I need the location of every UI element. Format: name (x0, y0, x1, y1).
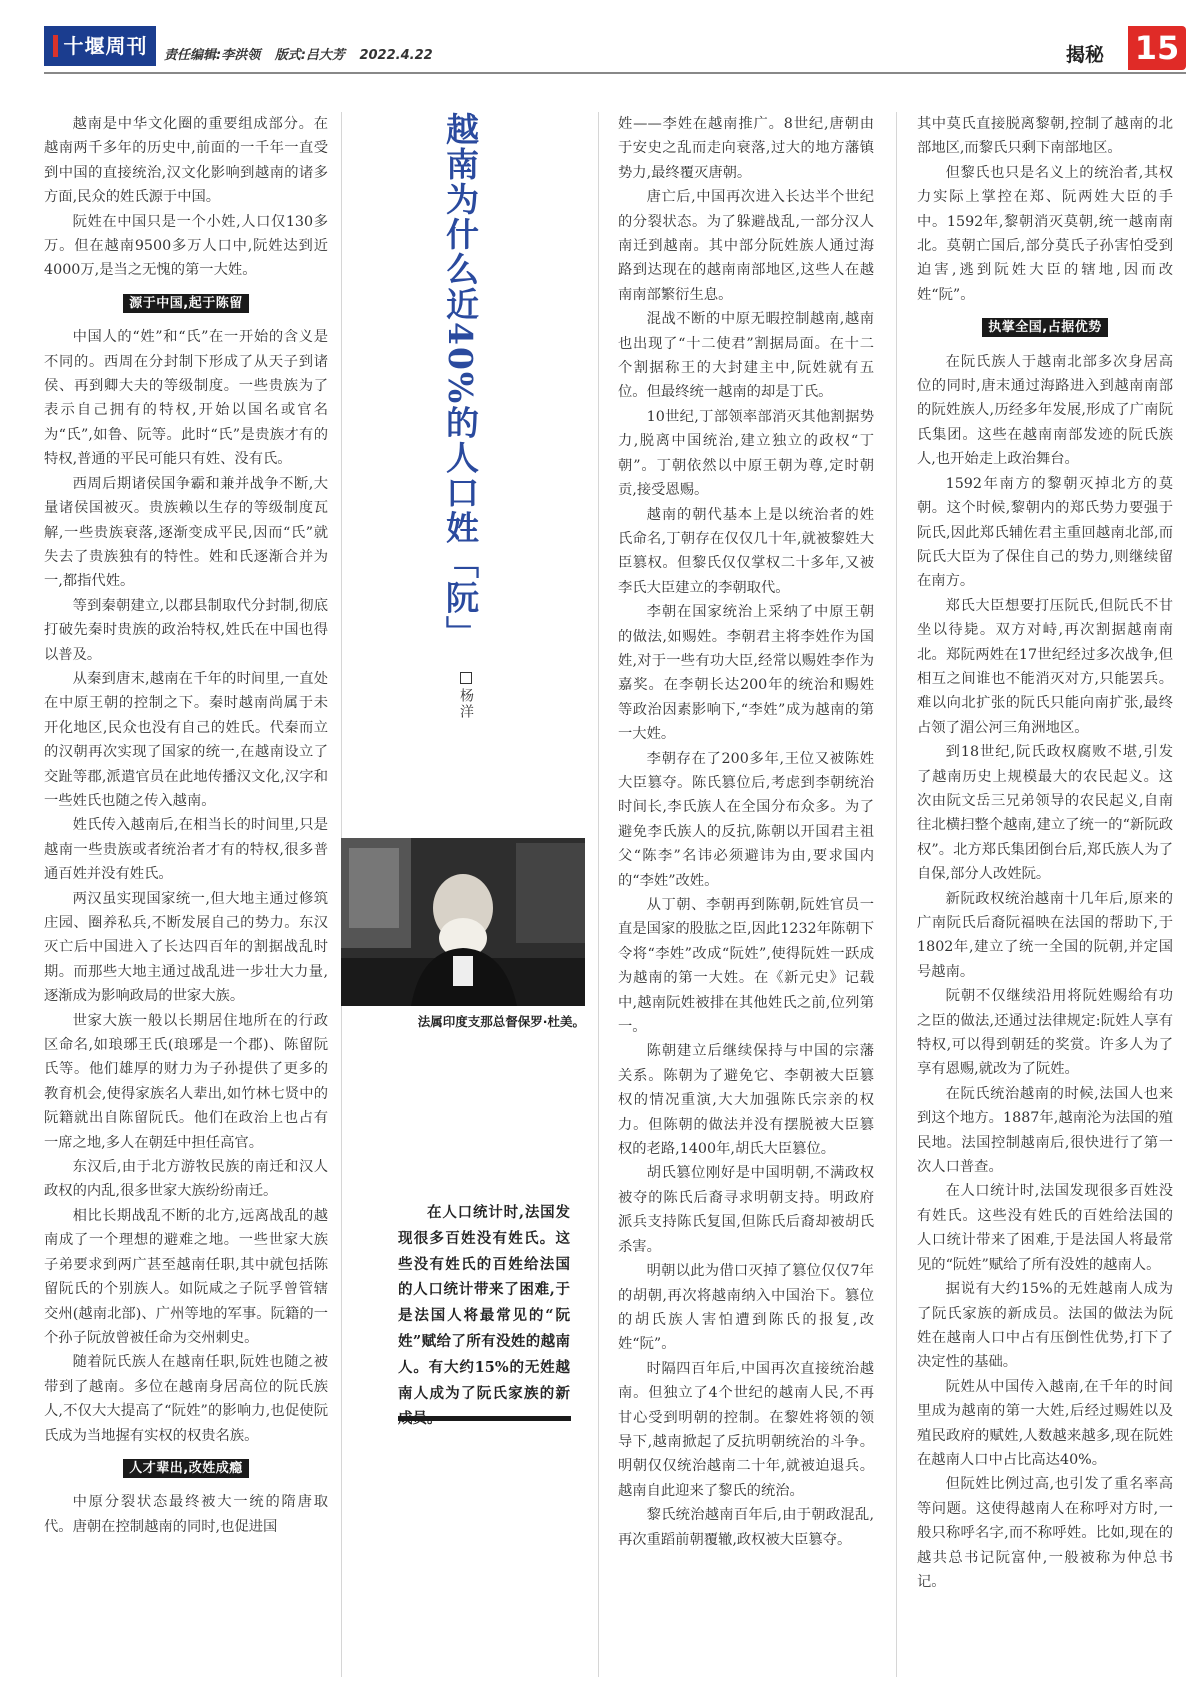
portrait-illustration (341, 838, 585, 1006)
subheading: 源于中国,起于陈留 (44, 291, 328, 316)
masthead (44, 26, 1186, 70)
article-title: 越南为什么近40%的人口姓「阮」 (441, 112, 480, 651)
paragraph: 越南是中华文化圈的重要组成部分。在越南两千多年的历史中,前面的一千年一直受到中国的直接统治,汉文化影响到越南的诸多方面,民众的姓氏源于中国。 (44, 116, 328, 206)
author-name: 杨洋 (458, 688, 474, 720)
column-4 (917, 112, 1173, 1594)
subheading: 人才辈出,改姓成瘾 (44, 1456, 328, 1481)
paragraph: 阮朝不仅继续沿用将阮姓赐给有功之臣的做法,还通过法律规定:阮姓人享有特权,可以得到朝廷的奖赏。许多人为了享有恩赐,就改为了阮姓。 (917, 988, 1173, 1078)
column-divider (598, 112, 599, 1677)
paragraph: 阮姓在中国只是一个小姓,人口仅130多万。但在越南9500多万人口中,阮姓达到近4000万,是当之无愧的第一大姓。 (44, 213, 328, 279)
paragraph: 姓——李姓在越南推广。8世纪,唐朝由于安史之乱而走向衰落,过大的地方藩镇势力,最终覆灭唐朝。 (618, 116, 874, 181)
editor-credits (164, 44, 443, 63)
paragraph: 阮姓从中国传入越南,在千年的时间里成为越南的第一大姓,后经过赐姓以及殖民政府的赋姓,人数越来越多,现在阮姓在越南人口中占比高达40%。 (917, 1378, 1173, 1468)
paragraph: 新阮政权统治越南十几年后,原来的广南阮氏后裔阮福映在法国的帮助下,于1802年,建立了统一全国的阮朝,并定国号越南。 (917, 890, 1173, 980)
pull-quote: 在人口统计时,法国发现很多百姓没有姓氏。这些没有姓氏的百姓给法国的人口统计带来了困难,于是法国人将最常见的“阮姓”赋给了所有没姓的越南人。有大约15%的无姓越南人成为了阮氏家族的新 (398, 1204, 570, 1402)
paragraph: 中国人的“姓”和“氏”在一开始的含义是不同的。西周在分封制下形成了从天子到诸侯、再到卿大夫的等级制度。一些贵族为了表示自己拥有的特权,开始以国名或官名为“氏”,如鲁、阮等。此时“氏”是贵族才有的特权,普通的平民可能只有姓、没有氏。 (44, 329, 328, 468)
paragraph: 在阮氏统治越南的时候,法国人也来到这个地方。1887年,越南沦为法国的殖民地。法国控制越南后,很快进行了第一次人口普查。 (917, 1085, 1173, 1176)
byline-box-icon (460, 672, 472, 684)
paragraph: 在阮氏族人于越南北部多次身居高位的同时,唐末通过海路进入到越南南部的阮姓族人,历经多年发展,形成了广南阮氏集团。这些在越南南部发迹的阮氏族人,也开始走上政治舞台。 (917, 353, 1173, 468)
author-byline (456, 672, 476, 720)
section-label: 揭秘 (1065, 44, 1104, 66)
subheading: 执掌全国,占据优势 (917, 315, 1173, 340)
paragraph: 等到秦朝建立,以郡县制取代分封制,彻底打破先秦时贵族的政治特权,姓氏在中国也得以普及。 (44, 597, 328, 663)
paragraph: 明朝以此为借口灭掉了篡位仅仅7年的胡朝,再次将越南纳入中国治下。篡位的胡氏族人害怕遭到陈氏的报复,改姓“阮”。 (618, 1263, 874, 1353)
paragraph: 胡氏篡位刚好是中国明朝,不满政权被夺的陈氏后裔寻求明朝支持。明政府派兵支持陈氏复国,但陈氏后裔却被胡氏杀害。 (618, 1165, 874, 1255)
column-divider (896, 112, 897, 1677)
paragraph: 到18世纪,阮氏政权腐败不堪,引发了越南历史上规模最大的农民起义。这次由阮文岳三兄弟领导的农民起义,自南往北横扫整个越南,建立了统一的“新阮政权”。北方郑氏集团倒台后,郑氏族人为了自保,部分人改姓阮。 (917, 744, 1173, 883)
paragraph: 时隔四百年后,中国再次直接统治越南。但独立了4个世纪的越南人民,不再甘心受到明朝的控制。在黎姓将领的领导下,越南掀起了反抗明朝统治的斗争。明朝仅仅统治越南二十年,就被迫退兵。越南自此迎来了黎氏的统治。 (618, 1360, 874, 1499)
paragraph: 但黎氏也只是名义上的统治者,其权力实际上掌控在郑、阮两姓大臣的手中。1592年,黎朝消灭莫朝,统一越南南北。莫朝亡国后,部分莫氏子孙害怕受到迫害,逃到阮姓大臣的辖地,因而改姓“阮”。 (917, 164, 1173, 303)
paragraph: 相比长期战乱不断的北方,远离战乱的越南成了一个理想的避难之地。一些世家大族子弟要求到两广甚至越南任职,其中就包括陈留阮氏的个别族人。如阮咸之子阮孚曾管辖交州(越南北部)、广州等地的军事。阮籍的一个孙子阮放曾被任命为交州刺史。 (44, 1207, 328, 1346)
header-rule (44, 72, 1186, 74)
paragraph: 1592年南方的黎朝灭掉北方的莫朝。这个时候,黎朝内的郑氏势力要强于阮氏,因此郑氏辅佐君主重回越南北部,而阮氏大臣为了保住自己的势力,则继续留在南方。 (917, 475, 1173, 590)
column-3 (618, 112, 874, 1552)
paragraph: 但阮姓比例过高,也引发了重名率高等问题。这使得越南人在称呼对方时,一般只称呼名字,而不称呼姓。比如,现在的越共总书记阮富仲,一般被称为仲总书记。 (917, 1476, 1173, 1590)
column-1 (44, 112, 328, 1539)
paragraph: 唐亡后,中国再次进入长达半个世纪的分裂状态。为了躲避战乱,一部分汉人南迁到越南。其中部分阮姓族人通过海路到达现在的越南南部地区,这些人在越南南部繁衍生息。 (618, 189, 874, 303)
paragraph: 陈朝建立后继续保持与中国的宗藩关系。陈朝为了避免它、李朝被大臣篡权的情况重演,大大加强陈氏宗亲的权力。但陈朝的做法并没有摆脱被大臣篡权的老路,1400年,胡氏大臣篡位。 (618, 1043, 874, 1158)
paragraph: 从丁朝、李朝再到陈朝,阮姓官员一直是国家的股肱之臣,因此1232年陈朝下令将“李姓”改成“阮姓”,使得阮姓一跃成为越南的第一大姓。在《新元史》记载中,越南阮姓被排在其他姓氏之前,位列第一。 (618, 897, 874, 1036)
layout-name: 版式:吕大芳 (274, 48, 345, 63)
paragraph: 姓氏传入越南后,在相当长的时间里,只是越南一些贵族或者统治者才有的特权,很多普通百姓并没有姓氏。 (44, 817, 328, 883)
paragraph: 在人口统计时,法国发现很多百姓没有姓氏。这些没有姓氏的百姓给法国的人口统计带来了困难,于是法国人将最常见的“阮姓”赋给了所有没姓的越南人。 (917, 1183, 1173, 1273)
paragraph: 10世纪,丁部领率部消灭其他割据势力,脱离中国统治,建立独立的政权“丁朝”。丁朝依然以中原王朝为尊,定时朝贡,接受恩赐。 (618, 408, 874, 499)
paragraph: 据说有大约15%的无姓越南人成为了阮氏家族的新成员。法国的做法为阮姓在越南人口中占有压倒性优势,打下了决定性的基础。 (917, 1281, 1173, 1371)
newspaper-logo (44, 26, 156, 66)
editor-name: 责任编辑:李洪领 (164, 48, 261, 63)
issue-date: 2022.4.22 (359, 48, 433, 63)
article-photo (341, 838, 585, 1006)
photo-caption: 法属印度支那总督保罗·杜美。 (417, 1014, 585, 1029)
paragraph: 黎氏统治越南百年后,由于朝政混乱,再次重蹈前朝覆辙,政权被大臣篡夺。 (618, 1507, 874, 1548)
logo-text: 十堰周刊 (63, 34, 148, 58)
paragraph: 混战不断的中原无暇控制越南,越南也出现了“十二使君”割据局面。在十二个割据称王的大封建主中,阮姓就有五位。但最终统一越南的却是丁氏。 (618, 311, 874, 401)
paragraph: 随着阮氏族人在越南任职,阮姓也随之被带到了越南。多位在越南身居高位的阮氏族人,不仅大大提高了“阮姓”的影响力,也促使阮氏成为当地握有实权的权贵名族。 (44, 1354, 328, 1444)
paragraph: 郑氏大臣想要打压阮氏,但阮氏不甘坐以待毙。双方对峙,再次割据越南南北。郑阮两姓在17世纪经过多次战争,但相互之间谁也不能消灭对方,只能罢兵。难以向北扩张的阮氏只能向南扩张,最终占领了湄公河三角洲地区。 (917, 597, 1173, 736)
paragraph: 世家大族一般以长期居住地所在的行政区命名,如琅琊王氏(琅琊是一个郡)、陈留阮氏等。他们雄厚的财力为子孙提供了更多的教育机会,使得家族名人辈出,如竹林七贤中的阮籍就出自陈留阮氏。他们在政治上也占有一席之地,多人在朝廷中担任高官。 (44, 1012, 328, 1151)
paragraph: 李朝在国家统治上采纳了中原王朝的做法,如赐姓。李朝君主将李姓作为国姓,对于一些有功大臣,经常以赐姓李作为嘉奖。在李朝长达200年的统治和赐姓等政治因素影响下,“李姓”成为越南的第一大姓。 (618, 604, 874, 743)
paragraph: 西周后期诸侯国争霸和兼并战争不断,大量诸侯国被灭。贵族赖以生存的等级制度瓦解,一些贵族衰落,逐渐变成平民,因而“氏”就失去了贵族独有的特性。姓和氏逐渐合并为一,都指代姓。 (44, 475, 328, 590)
paragraph: 东汉后,由于北方游牧民族的南迁和汉人政权的内乱,很多世家大族纷纷南迁。 (44, 1159, 328, 1200)
page-number: 15 (1128, 26, 1186, 70)
pull-quote-bar (398, 1416, 571, 1421)
paragraph: 其中莫氏直接脱离黎朝,控制了越南的北部地区,而黎氏只剩下南部地区。 (917, 116, 1173, 157)
paragraph: 越南的朝代基本上是以统治者的姓氏命名,丁朝存在仅仅几十年,就被黎姓大臣篡权。但黎氏仅仅掌权二十多年,又被李氏大臣建立的李朝取代。 (618, 506, 874, 596)
paragraph: 两汉虽实现国家统一,但大地主通过修筑庄园、圈养私兵,不断发展自己的势力。东汉灭亡后中国进入了长达四百年的割据战乱时期。而那些大地主通过战乱进一步壮大力量,逐渐成为影响政局的世家大族。 (44, 890, 328, 1005)
paragraph: 中原分裂状态最终被大一统的隋唐取代。唐朝在控制越南的同时,也促进国 (44, 1494, 328, 1535)
paragraph: 李朝存在了200多年,王位又被陈姓大臣篡夺。陈氏篡位后,考虑到李朝统治时间长,李氏族人在全国分布众多。为了避免李氏族人的反抗,陈朝以开国君主祖父“陈李”名讳必须避讳为由,要求国内的“李姓”改姓。 (618, 750, 874, 889)
logo-bar (53, 35, 58, 57)
paragraph: 从秦到唐末,越南在千年的时间里,一直处在中原王朝的控制之下。秦时越南尚属于未开化地区,民众也没有自己的姓氏。代秦而立的汉朝再次实现了国家的统一,在越南设立了交趾等郡,派遣官员在此地传播汉文化,汉字和一些姓氏也随之传入越南。 (44, 670, 328, 809)
